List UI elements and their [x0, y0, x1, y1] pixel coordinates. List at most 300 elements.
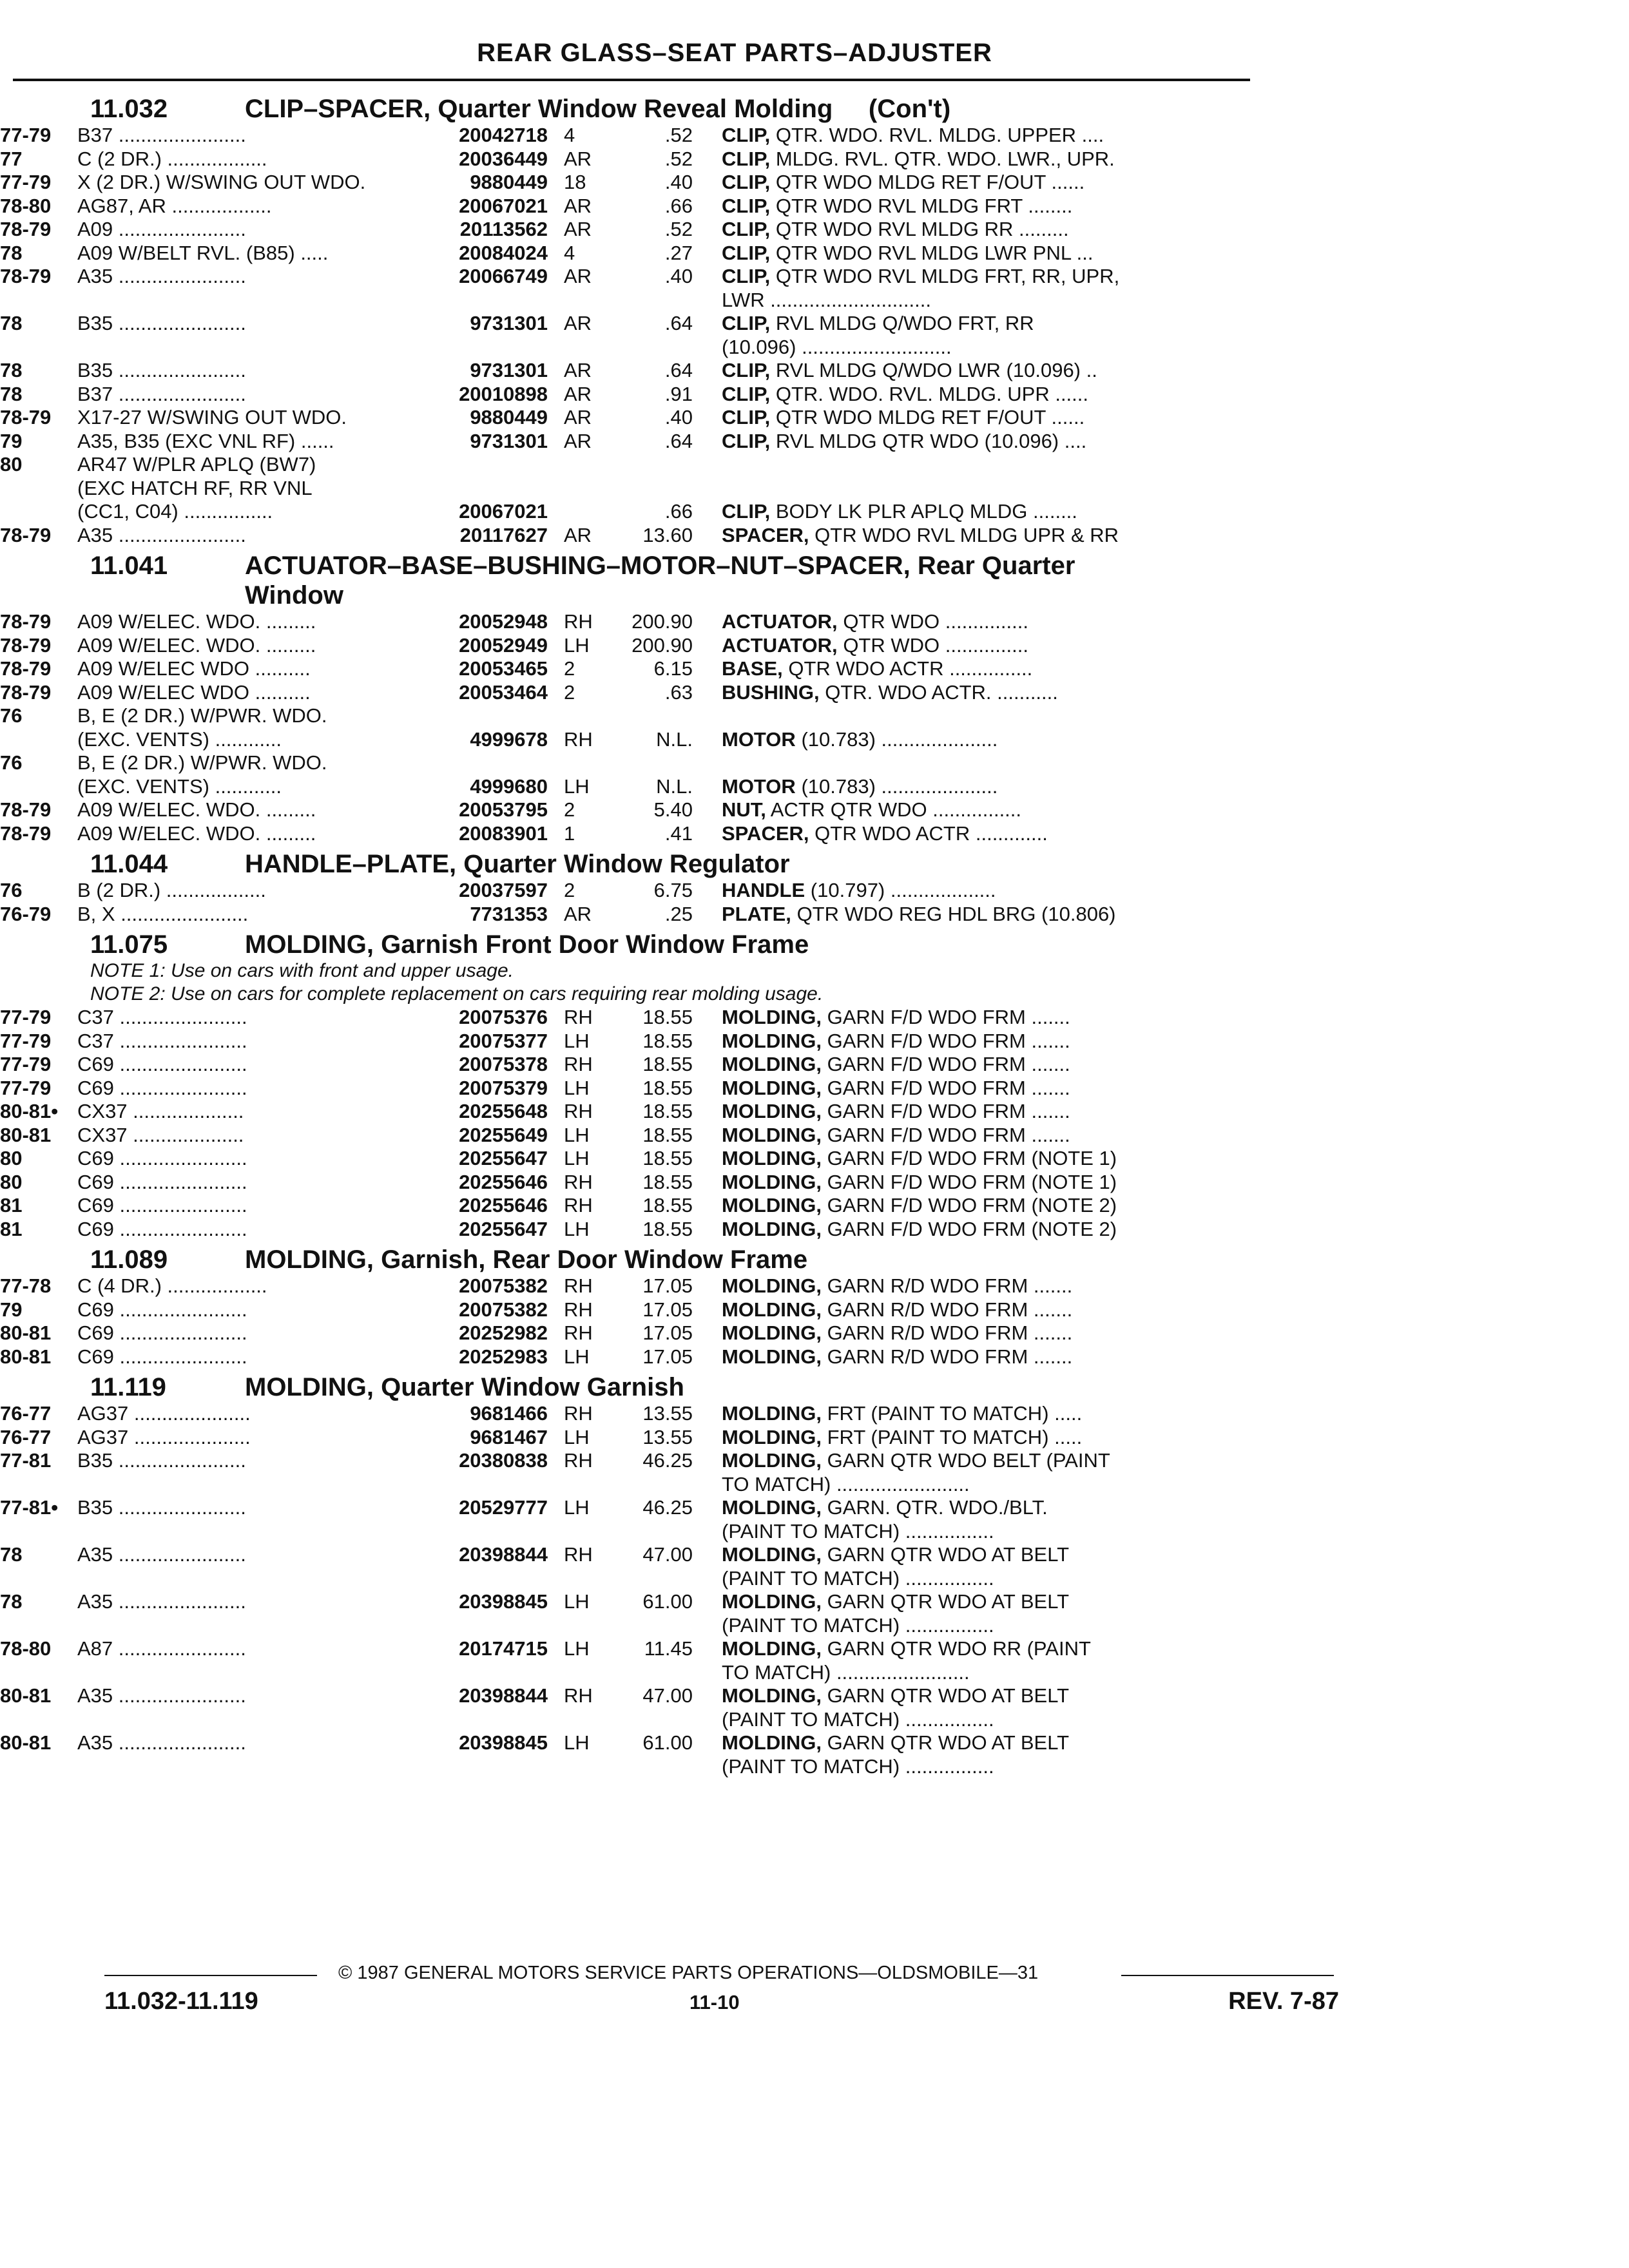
quantity-cell	[548, 751, 615, 775]
model-cell: A35 .......................	[77, 265, 246, 287]
quantity-cell: RH	[564, 1402, 593, 1425]
price-cell: .64	[664, 359, 693, 381]
description-text: GARN F/D WDO FRM (NOTE 1)	[827, 1147, 1117, 1169]
model-cell: A35 .......................	[77, 1731, 246, 1754]
description-keyword: CLIP,	[722, 429, 771, 452]
price-cell: .64	[664, 429, 693, 452]
model-cell	[77, 289, 429, 312]
section-number: 11.075	[90, 930, 168, 959]
part-row	[0, 1449, 1250, 1473]
part-number-cell: 20075378	[459, 1053, 548, 1075]
year-cell: 80-81	[0, 1321, 52, 1344]
part-row	[0, 1194, 1250, 1218]
part-number-cell: 20052948	[459, 610, 548, 633]
description-text: (10.783) .....................	[801, 774, 998, 798]
description-keyword: ACTUATOR,	[722, 610, 838, 633]
year-cell: 77-79	[0, 1006, 52, 1028]
year-cell	[0, 775, 77, 799]
description-keyword: MOLDING,	[722, 1006, 822, 1028]
price-cell: 18.55	[642, 1053, 693, 1075]
part-row	[0, 1473, 1250, 1497]
description-cell	[693, 1567, 1231, 1591]
quantity-cell: 1	[564, 822, 575, 845]
quantity-cell	[548, 289, 615, 312]
part-row	[0, 1661, 1250, 1685]
price-cell	[615, 477, 693, 501]
model-cell: A35, B35 (EXC VNL RF) ......	[77, 429, 334, 452]
quantity-cell: AR	[564, 902, 592, 925]
section-title	[245, 1245, 1237, 1274]
part-number-cell: 20255646	[459, 1170, 548, 1193]
description-text: QTR. WDO. RVL. MLDG. UPR ......	[775, 382, 1089, 405]
description-cell	[693, 822, 1231, 846]
footer-page-number: 11-10	[689, 1991, 740, 2013]
part-row	[0, 1030, 1250, 1053]
description-keyword: MOLDING,	[722, 1147, 822, 1169]
section-title	[245, 551, 1237, 610]
description-cell	[693, 477, 1231, 501]
price-cell: 61.00	[642, 1590, 693, 1613]
price-cell: 46.25	[642, 1449, 693, 1472]
part-row	[0, 728, 1250, 752]
section-note: NOTE 2: Use on cars for complete replacement on cars requiring rear molding usage.	[90, 983, 824, 1004]
description-keyword: CLIP,	[722, 147, 771, 170]
description-cell	[693, 1402, 1231, 1426]
model-cell: A87 .......................	[77, 1637, 246, 1660]
part-number-cell: 20398845	[459, 1731, 548, 1754]
price-cell: 18.55	[642, 1170, 693, 1193]
model-cell	[77, 1708, 429, 1732]
description-keyword: MOLDING,	[722, 1731, 822, 1754]
quantity-cell	[548, 1520, 615, 1544]
quantity-cell: LH	[564, 633, 590, 657]
year-cell: 78-80	[0, 1637, 52, 1660]
description-cell	[693, 775, 1231, 799]
section-title	[245, 849, 1237, 879]
price-cell: 17.05	[642, 1345, 693, 1368]
part-number-cell: 20075382	[459, 1298, 548, 1321]
model-cell	[77, 1755, 429, 1779]
description-text: GARN QTR WDO RR (PAINT	[827, 1637, 1091, 1660]
description-keyword: CLIP,	[722, 312, 771, 334]
description-text: (PAINT TO MATCH) ................	[722, 1754, 994, 1778]
description-text: TO MATCH) ........................	[722, 1660, 970, 1684]
description-text: GARN F/D WDO FRM .......	[827, 1006, 1070, 1028]
part-number-cell: 9731301	[470, 359, 548, 381]
quantity-cell: AR	[564, 218, 592, 240]
price-cell: 6.75	[653, 879, 693, 901]
model-cell: A09 .......................	[77, 218, 246, 240]
year-cell: 80	[0, 453, 23, 476]
part-row	[0, 610, 1250, 634]
part-number-cell: 4999678	[470, 727, 548, 751]
price-cell: 11.45	[644, 1637, 693, 1660]
section-title-text: HANDLE–PLATE, Quarter Window Regulator	[245, 850, 790, 878]
part-row	[0, 1124, 1250, 1148]
description-cell	[693, 1731, 1231, 1755]
part-number-cell: 20037597	[459, 879, 548, 901]
part-row	[0, 312, 1250, 336]
quantity-cell: 2	[564, 798, 575, 821]
section-heading	[0, 1372, 1250, 1402]
model-cell: (EXC. VENTS) ............	[77, 727, 282, 751]
section-title-text: MOLDING, Garnish Front Door Window Frame	[245, 930, 809, 959]
description-cell	[693, 1755, 1231, 1779]
part-number-cell: 20255648	[459, 1100, 548, 1122]
year-cell: 77-81•	[0, 1496, 59, 1519]
description-cell	[693, 798, 1231, 822]
section-title	[245, 1372, 1237, 1402]
part-number-cell: 20042718	[459, 124, 548, 146]
part-row	[0, 1614, 1250, 1638]
year-cell: 78-80	[0, 194, 52, 217]
model-cell: X (2 DR.) W/SWING OUT WDO.	[77, 171, 366, 193]
quantity-cell: 18	[564, 171, 586, 193]
price-cell: .41	[664, 822, 693, 845]
section-number: 11.044	[90, 850, 168, 878]
description-cell	[693, 1708, 1231, 1732]
description-cell	[693, 751, 1231, 775]
model-cell: AG37 .....................	[77, 1425, 251, 1448]
description-cell	[693, 1006, 1231, 1030]
part-row	[0, 1006, 1250, 1030]
price-cell	[615, 704, 693, 728]
year-cell: 78-79	[0, 610, 52, 633]
quantity-cell: 2	[564, 680, 575, 704]
model-cell: C69 .......................	[77, 1217, 247, 1240]
part-row	[0, 704, 1250, 728]
year-cell: 80-81	[0, 1345, 52, 1368]
description-text: QTR WDO RVL MLDG RR .........	[775, 218, 1069, 240]
price-cell: .52	[664, 124, 693, 146]
description-cell	[693, 336, 1231, 360]
part-number-cell: 20398844	[459, 1543, 548, 1566]
quantity-cell	[548, 704, 615, 728]
quantity-cell: AR	[564, 406, 592, 428]
price-cell: 18.55	[642, 1029, 693, 1052]
model-cell: B (2 DR.) ..................	[77, 879, 266, 901]
part-row	[0, 681, 1250, 705]
model-cell: C69 .......................	[77, 1298, 247, 1321]
quantity-cell: AR	[564, 359, 592, 381]
quantity-cell: AR	[564, 382, 592, 405]
quantity-cell	[548, 500, 615, 524]
quantity-cell: LH	[564, 1731, 590, 1754]
part-number-cell	[429, 1520, 548, 1544]
part-number-cell: 20075382	[459, 1274, 548, 1297]
description-cell	[693, 1661, 1231, 1685]
header-rule	[13, 79, 1250, 81]
section-heading	[0, 551, 1250, 610]
description-text: MLDG. RVL. QTR. WDO. LWR., UPR.	[775, 147, 1115, 170]
part-number-cell: 9880449	[470, 171, 548, 193]
part-number-cell: 20053795	[459, 798, 548, 821]
description-text: GARN QTR WDO AT BELT	[827, 1731, 1070, 1754]
part-number-cell: 7731353	[470, 902, 548, 925]
description-keyword: CLIP,	[722, 124, 771, 146]
part-row	[0, 406, 1250, 430]
price-cell	[615, 1473, 693, 1497]
description-keyword: MOTOR	[722, 774, 796, 798]
description-cell	[693, 1520, 1231, 1544]
quantity-cell: RH	[564, 1684, 593, 1707]
section-heading	[0, 930, 1250, 959]
price-cell: 18.55	[642, 1217, 693, 1240]
price-cell	[615, 1614, 693, 1638]
part-number-cell: 20053464	[459, 680, 548, 704]
description-text: GARN. QTR. WDO./BLT.	[827, 1496, 1048, 1519]
part-number-cell: 20398844	[459, 1684, 548, 1707]
description-cell	[693, 1426, 1231, 1450]
year-cell: 80	[0, 1147, 23, 1169]
model-cell: B, E (2 DR.) W/PWR. WDO.	[77, 704, 327, 727]
quantity-cell: AR	[564, 265, 592, 287]
model-cell: X17-27 W/SWING OUT WDO.	[77, 406, 347, 428]
model-cell: C69 .......................	[77, 1076, 247, 1099]
price-cell: 47.00	[642, 1684, 693, 1707]
part-row	[0, 1496, 1250, 1520]
part-row	[0, 1567, 1250, 1591]
price-cell: 18.55	[642, 1100, 693, 1122]
part-number-cell: 20252982	[459, 1321, 548, 1344]
part-row	[0, 289, 1250, 312]
description-cell	[693, 1100, 1231, 1124]
year-cell: 76	[0, 879, 23, 901]
price-cell: .40	[664, 265, 693, 287]
model-cell: A09 W/ELEC. WDO. .........	[77, 822, 316, 845]
description-cell	[693, 1637, 1231, 1661]
price-cell: .27	[664, 241, 693, 264]
year-cell: 77-78	[0, 1274, 52, 1297]
description-text: RVL MLDG Q/WDO FRT, RR	[775, 312, 1034, 334]
part-row	[0, 634, 1250, 658]
part-number-cell: 20380838	[459, 1449, 548, 1472]
year-cell	[0, 289, 77, 312]
year-cell: 77-81	[0, 1449, 52, 1472]
part-row	[0, 1053, 1250, 1077]
section-title	[245, 94, 1237, 124]
part-number-cell: 9731301	[470, 312, 548, 334]
price-cell	[615, 1661, 693, 1685]
price-cell: .52	[664, 147, 693, 170]
model-cell: C69 .......................	[77, 1194, 247, 1216]
part-number-cell: 20052949	[459, 633, 548, 657]
description-text: QTR WDO ...............	[843, 633, 1028, 657]
part-row	[0, 879, 1250, 903]
year-cell	[0, 500, 77, 524]
year-cell	[0, 336, 77, 360]
year-cell	[0, 1755, 77, 1779]
section-title	[245, 930, 1237, 959]
description-keyword: CLIP,	[722, 406, 771, 428]
year-cell: 80-81	[0, 1731, 52, 1754]
quantity-cell: LH	[564, 1076, 590, 1099]
part-row	[0, 1520, 1250, 1544]
part-number-cell	[429, 477, 548, 501]
part-number-cell: 9681466	[470, 1402, 548, 1425]
description-cell	[693, 728, 1231, 752]
description-cell	[693, 1053, 1231, 1077]
description-text: QTR WDO RVL MLDG FRT ........	[775, 194, 1073, 217]
year-cell: 78-79	[0, 822, 52, 845]
section-title-text: MOLDING, Quarter Window Garnish	[245, 1373, 684, 1401]
year-cell: 77-79	[0, 1053, 52, 1075]
price-cell: .64	[664, 312, 693, 334]
price-cell: N.L.	[656, 727, 693, 751]
description-keyword: CLIP,	[722, 241, 771, 264]
part-row	[0, 1731, 1250, 1755]
description-text: BODY LK PLR APLQ MLDG ........	[775, 500, 1077, 523]
model-cell: AG37 .....................	[77, 1402, 251, 1425]
part-number-cell: 9880449	[470, 406, 548, 428]
price-cell: 13.60	[642, 523, 693, 546]
price-cell: 200.90	[631, 633, 693, 657]
description-keyword: CLIP,	[722, 265, 771, 287]
part-row	[0, 1345, 1250, 1369]
price-cell: 5.40	[653, 798, 693, 821]
part-row	[0, 1755, 1250, 1779]
part-number-cell	[429, 1473, 548, 1497]
section-number: 11.041	[90, 552, 168, 580]
part-number-cell	[429, 704, 548, 728]
description-cell	[693, 312, 1231, 336]
quantity-cell: RH	[564, 1194, 593, 1216]
description-keyword: NUT,	[722, 798, 766, 821]
description-keyword: CLIP,	[722, 359, 771, 381]
description-keyword: MOLDING,	[722, 1321, 822, 1344]
price-cell	[615, 1755, 693, 1779]
price-cell: 13.55	[642, 1402, 693, 1425]
year-cell: 78-79	[0, 680, 52, 704]
description-keyword: MOLDING,	[722, 1345, 822, 1368]
description-keyword: MOLDING,	[722, 1590, 822, 1613]
quantity-cell: LH	[564, 1496, 590, 1519]
quantity-cell: LH	[564, 1637, 590, 1660]
year-cell: 78-79	[0, 265, 52, 287]
part-number-cell: 9681467	[470, 1425, 548, 1448]
price-cell	[615, 751, 693, 775]
description-text: FRT (PAINT TO MATCH) .....	[827, 1402, 1083, 1425]
model-cell	[77, 1520, 429, 1544]
description-cell	[693, 430, 1231, 454]
description-text: GARN F/D WDO FRM .......	[827, 1123, 1070, 1146]
model-cell: A35 .......................	[77, 1590, 246, 1613]
description-text: RVL MLDG QTR WDO (10.096) ....	[775, 429, 1087, 452]
quantity-cell: 2	[564, 657, 575, 680]
description-text: GARN QTR WDO AT BELT	[827, 1543, 1070, 1566]
description-cell	[693, 1614, 1231, 1638]
description-cell	[693, 1147, 1231, 1171]
price-cell: 17.05	[642, 1274, 693, 1297]
description-cell	[693, 524, 1231, 548]
part-row	[0, 798, 1250, 822]
part-number-cell	[429, 336, 548, 360]
price-cell: .63	[664, 680, 693, 704]
description-cell	[693, 453, 1231, 477]
part-row	[0, 751, 1250, 775]
price-cell: 61.00	[642, 1731, 693, 1754]
description-text: GARN F/D WDO FRM (NOTE 1)	[827, 1170, 1117, 1193]
page-title: REAR GLASS–SEAT PARTS–ADJUSTER	[477, 39, 992, 67]
part-row	[0, 171, 1250, 195]
part-row	[0, 775, 1250, 799]
description-text: LWR .............................	[722, 288, 931, 311]
description-text: (10.096) ...........................	[722, 335, 952, 358]
description-cell	[693, 1473, 1231, 1497]
description-keyword: MOTOR	[722, 727, 796, 751]
model-cell: C69 .......................	[77, 1170, 247, 1193]
price-cell: 46.25	[642, 1496, 693, 1519]
model-cell: A09 W/ELEC WDO ..........	[77, 680, 311, 704]
description-cell	[693, 1684, 1231, 1708]
model-cell: B35 .......................	[77, 312, 246, 334]
year-cell: 78-79	[0, 406, 52, 428]
part-row	[0, 903, 1250, 927]
model-cell: C (2 DR.) ..................	[77, 147, 267, 170]
year-cell: 78-79	[0, 523, 52, 546]
year-cell: 81	[0, 1217, 23, 1240]
description-text: GARN QTR WDO BELT (PAINT	[827, 1449, 1110, 1472]
part-number-cell: 20252983	[459, 1345, 548, 1368]
description-cell	[693, 1194, 1231, 1218]
quantity-cell	[548, 1614, 615, 1638]
description-text: QTR WDO MLDG RET F/OUT ......	[775, 406, 1085, 428]
description-keyword: MOLDING,	[722, 1496, 822, 1519]
description-keyword: MOLDING,	[722, 1053, 822, 1075]
description-keyword: MOLDING,	[722, 1637, 822, 1660]
section-heading	[0, 1245, 1250, 1274]
description-text: (10.783) .....................	[801, 727, 998, 751]
price-cell: 18.55	[642, 1123, 693, 1146]
quantity-cell: 4	[564, 241, 575, 264]
price-cell	[615, 1708, 693, 1732]
section-title-text: ACTUATOR–BASE–BUSHING–MOTOR–NUT–SPACER, Rear Quarter	[245, 552, 1075, 580]
quantity-cell: AR	[564, 194, 592, 217]
quantity-cell: LH	[564, 1029, 590, 1052]
section-title-suffix: (Con't)	[868, 95, 951, 123]
price-cell	[615, 336, 693, 360]
section-note: NOTE 1: Use on cars with front and upper usage.	[90, 960, 514, 981]
description-text: ACTR QTR WDO ................	[770, 798, 1022, 821]
part-row	[0, 1426, 1250, 1450]
part-number-cell	[429, 1661, 548, 1685]
description-text: GARN QTR WDO AT BELT	[827, 1590, 1070, 1613]
model-cell: B35 .......................	[77, 1496, 246, 1519]
part-number-cell: 20113562	[459, 218, 548, 240]
description-text: QTR. WDO. RVL. MLDG. UPPER ....	[775, 124, 1104, 146]
quantity-cell: AR	[564, 523, 592, 546]
description-text: QTR WDO ACTR ...............	[788, 657, 1033, 680]
year-cell: 78-79	[0, 657, 52, 680]
quantity-cell: RH	[564, 1274, 593, 1297]
year-cell: 80-81	[0, 1684, 52, 1707]
price-cell: 17.05	[642, 1321, 693, 1344]
part-number-cell: 20083901	[459, 822, 548, 845]
price-cell: .40	[664, 406, 693, 428]
model-cell: B37 .......................	[77, 382, 246, 405]
section-number: 11.089	[90, 1245, 168, 1274]
spacer	[833, 95, 869, 123]
year-cell: 78	[0, 241, 23, 264]
description-text: RVL MLDG Q/WDO LWR (10.096) ..	[775, 359, 1097, 381]
price-cell: N.L.	[656, 774, 693, 798]
part-row	[0, 500, 1250, 524]
part-number-cell: 20084024	[459, 241, 548, 264]
year-cell: 76-77	[0, 1425, 52, 1448]
price-cell	[615, 1520, 693, 1544]
section-number: 11.119	[90, 1373, 166, 1401]
quantity-cell	[548, 477, 615, 501]
